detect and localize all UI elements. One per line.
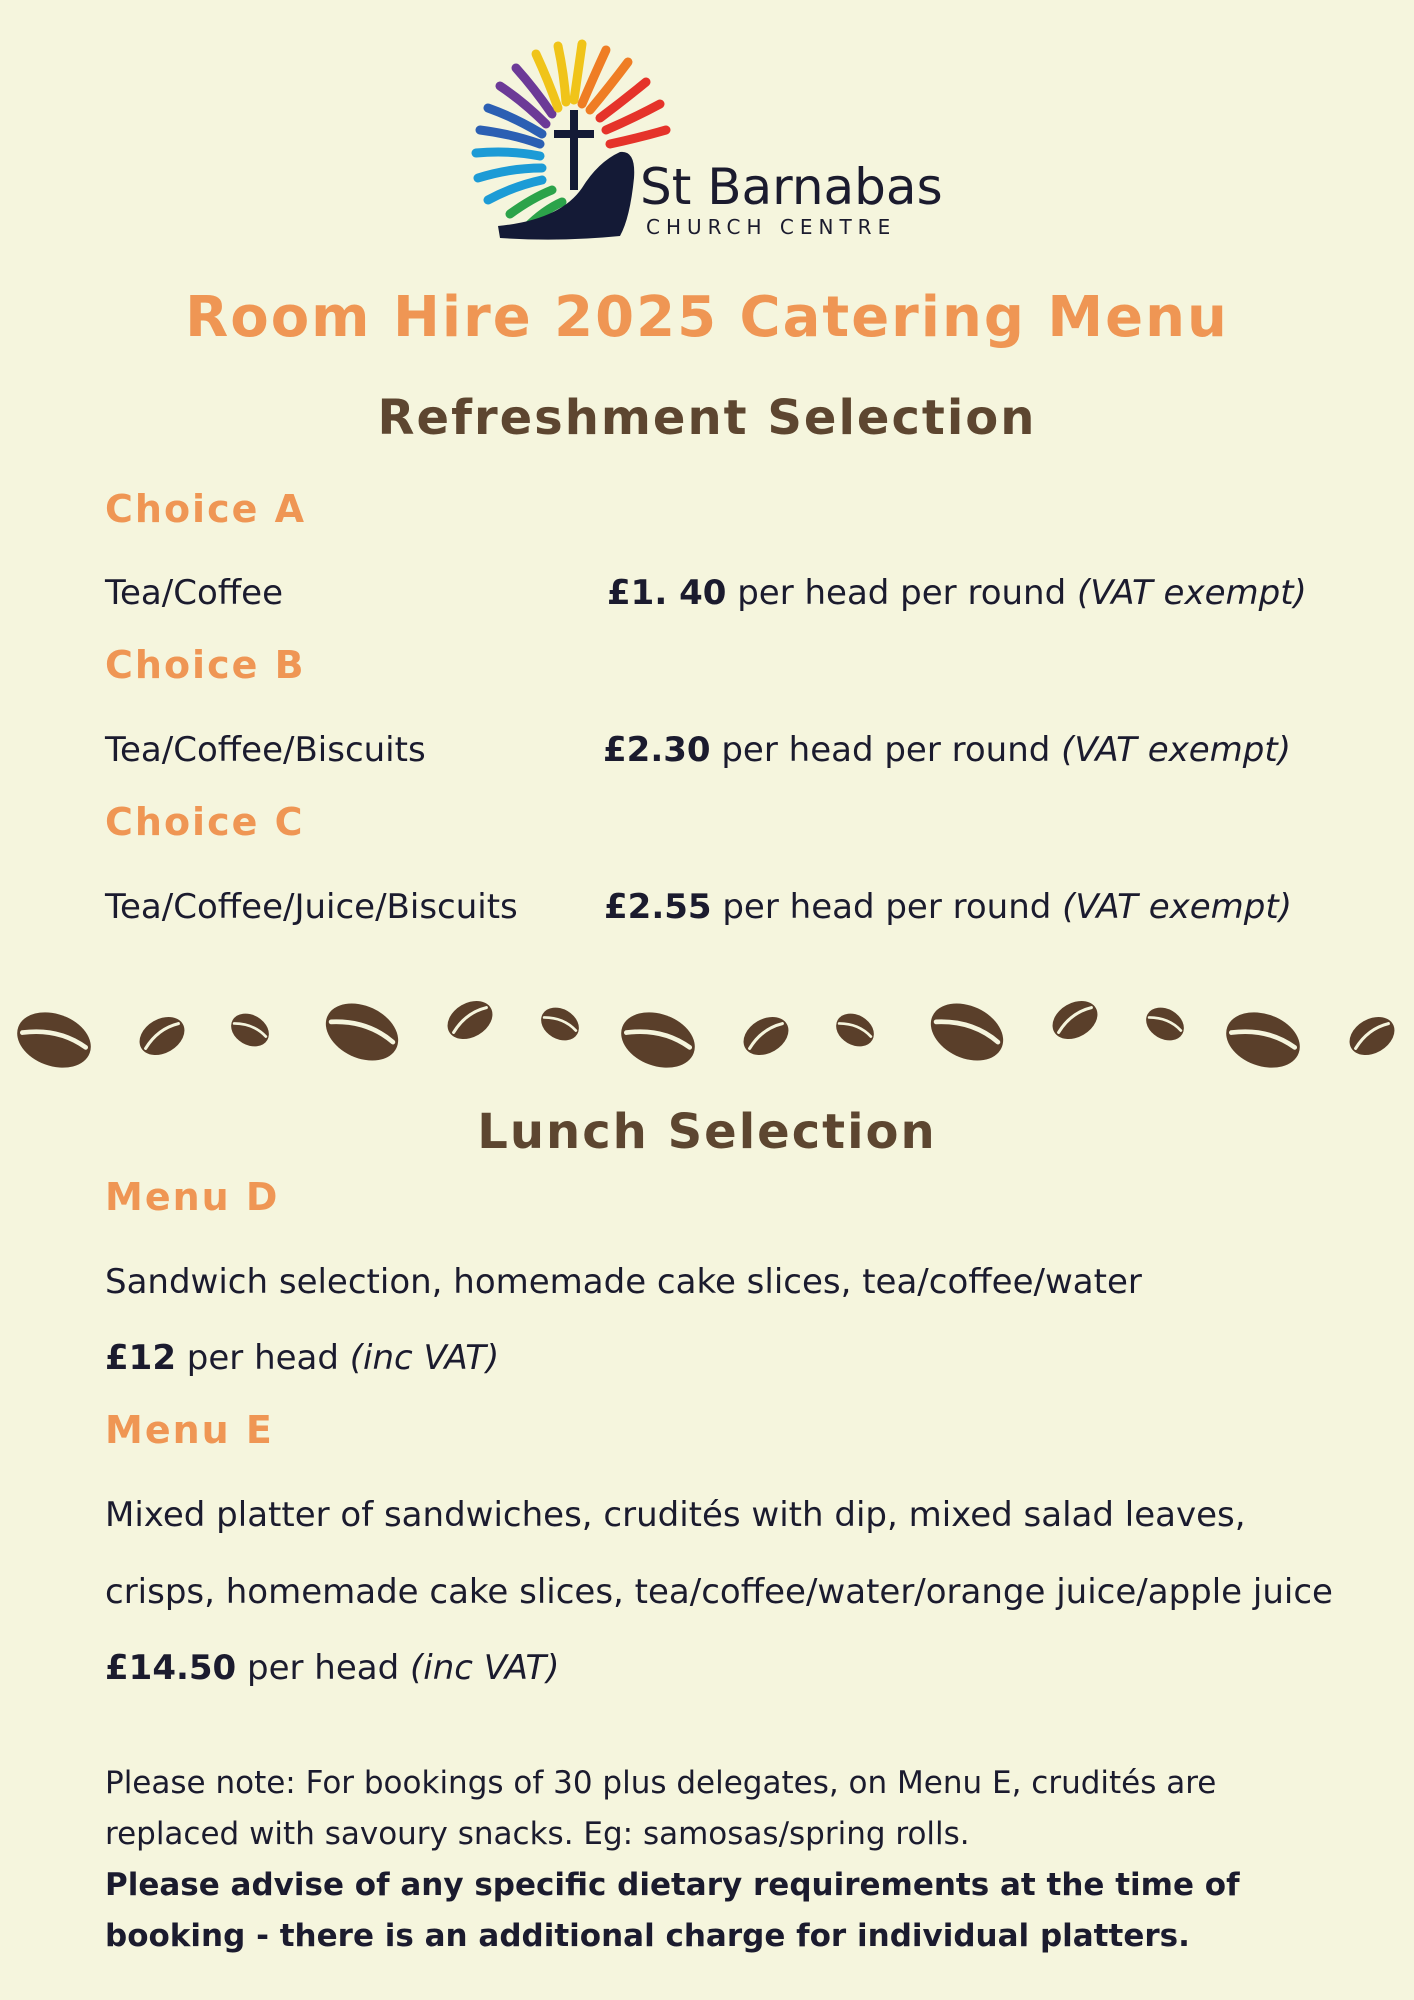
menu-e-description-line1: Mixed platter of sandwiches, crudités with dip, mixed salad leaves, <box>105 1495 1246 1535</box>
dietary-note: Please advise of any specific dietary requirements at the time of booking - there is an additional charge for individual platters. <box>105 1867 1240 1954</box>
menu-e-label: Menu E <box>105 1408 274 1452</box>
choice-a-price: £1. 40 <box>607 573 727 613</box>
booking-note <box>105 1758 1335 1962</box>
choice-c-vat: (VAT exempt) <box>1062 887 1292 927</box>
menu-e-price: £14.50 <box>105 1648 237 1688</box>
choice-c-price-line <box>604 887 1292 927</box>
coffee-bean-icon <box>830 1007 880 1053</box>
menu-d-price-line <box>105 1338 499 1378</box>
choice-b-label: Choice B <box>105 643 306 687</box>
choice-b-price-line <box>603 730 1291 770</box>
choice-b-item: Tea/Coffee/Biscuits <box>105 730 426 770</box>
lunch-heading: Lunch Selection <box>477 1104 937 1160</box>
choice-a-vat: (VAT exempt) <box>1076 573 1307 613</box>
coffee-bean-icon <box>922 992 1013 1071</box>
choice-b-price: £2.30 <box>603 730 711 770</box>
menu-d-price: £12 <box>105 1338 176 1378</box>
coffee-bean-icon <box>317 992 408 1071</box>
choice-a-label: Choice A <box>105 487 307 531</box>
menu-d-description: Sandwich selection, homemade cake slices, tea/coffee/water <box>105 1262 1142 1302</box>
coffee-bean-icon <box>441 993 500 1046</box>
coffee-bean-icon <box>737 1009 796 1062</box>
menu-e-description-line2: crisps, homemade cake slices, tea/coffee/water/orange juice/apple juice <box>105 1572 1333 1612</box>
choice-b-vat: (VAT exempt) <box>1061 730 1291 770</box>
cross-icon <box>554 110 594 190</box>
choice-c-unit: per head per round <box>711 887 1063 927</box>
choice-a-price-line <box>607 573 1307 613</box>
menu-e-price-line <box>105 1648 560 1688</box>
choice-a-item: Tea/Coffee <box>105 573 284 613</box>
coffee-bean-icon <box>613 1003 702 1078</box>
coffee-bean-icon <box>1343 1009 1402 1062</box>
booking-note-text: Please note: For bookings of 30 plus delegates, on Menu E, crudités are replaced with savoury snacks. Eg: samosas/spring rolls. <box>105 1765 1217 1852</box>
menu-d-unit: per head <box>175 1338 350 1378</box>
choice-b-unit: per head per round <box>710 730 1062 770</box>
coffee-bean-icon <box>1140 1001 1190 1047</box>
logo-subtitle: CHURCH CENTRE <box>646 215 897 239</box>
menu-d-label: Menu D <box>105 1175 280 1219</box>
coffee-bean-icon <box>225 1007 275 1053</box>
menu-e-vat: (inc VAT) <box>410 1648 560 1688</box>
menu-e-unit: per head <box>236 1648 410 1688</box>
logo-name: St Barnabas <box>640 158 943 216</box>
coffee-bean-icon <box>1046 993 1105 1046</box>
coffee-bean-icon <box>9 1003 98 1078</box>
choice-c-price: £2.55 <box>604 887 712 927</box>
choice-c-label: Choice C <box>105 800 305 844</box>
menu-d-vat: (inc VAT) <box>349 1338 500 1378</box>
page-title: Room Hire 2025 Catering Menu <box>185 285 1229 350</box>
choice-c-item: Tea/Coffee/Juice/Biscuits <box>105 887 518 927</box>
choice-a-unit: per head per round <box>726 573 1077 613</box>
coffee-beans-divider <box>0 990 1414 1090</box>
coffee-bean-icon <box>1218 1003 1307 1078</box>
refreshment-heading: Refreshment Selection <box>377 390 1037 446</box>
coffee-bean-icon <box>133 1009 192 1062</box>
coffee-bean-icon <box>535 1001 585 1047</box>
